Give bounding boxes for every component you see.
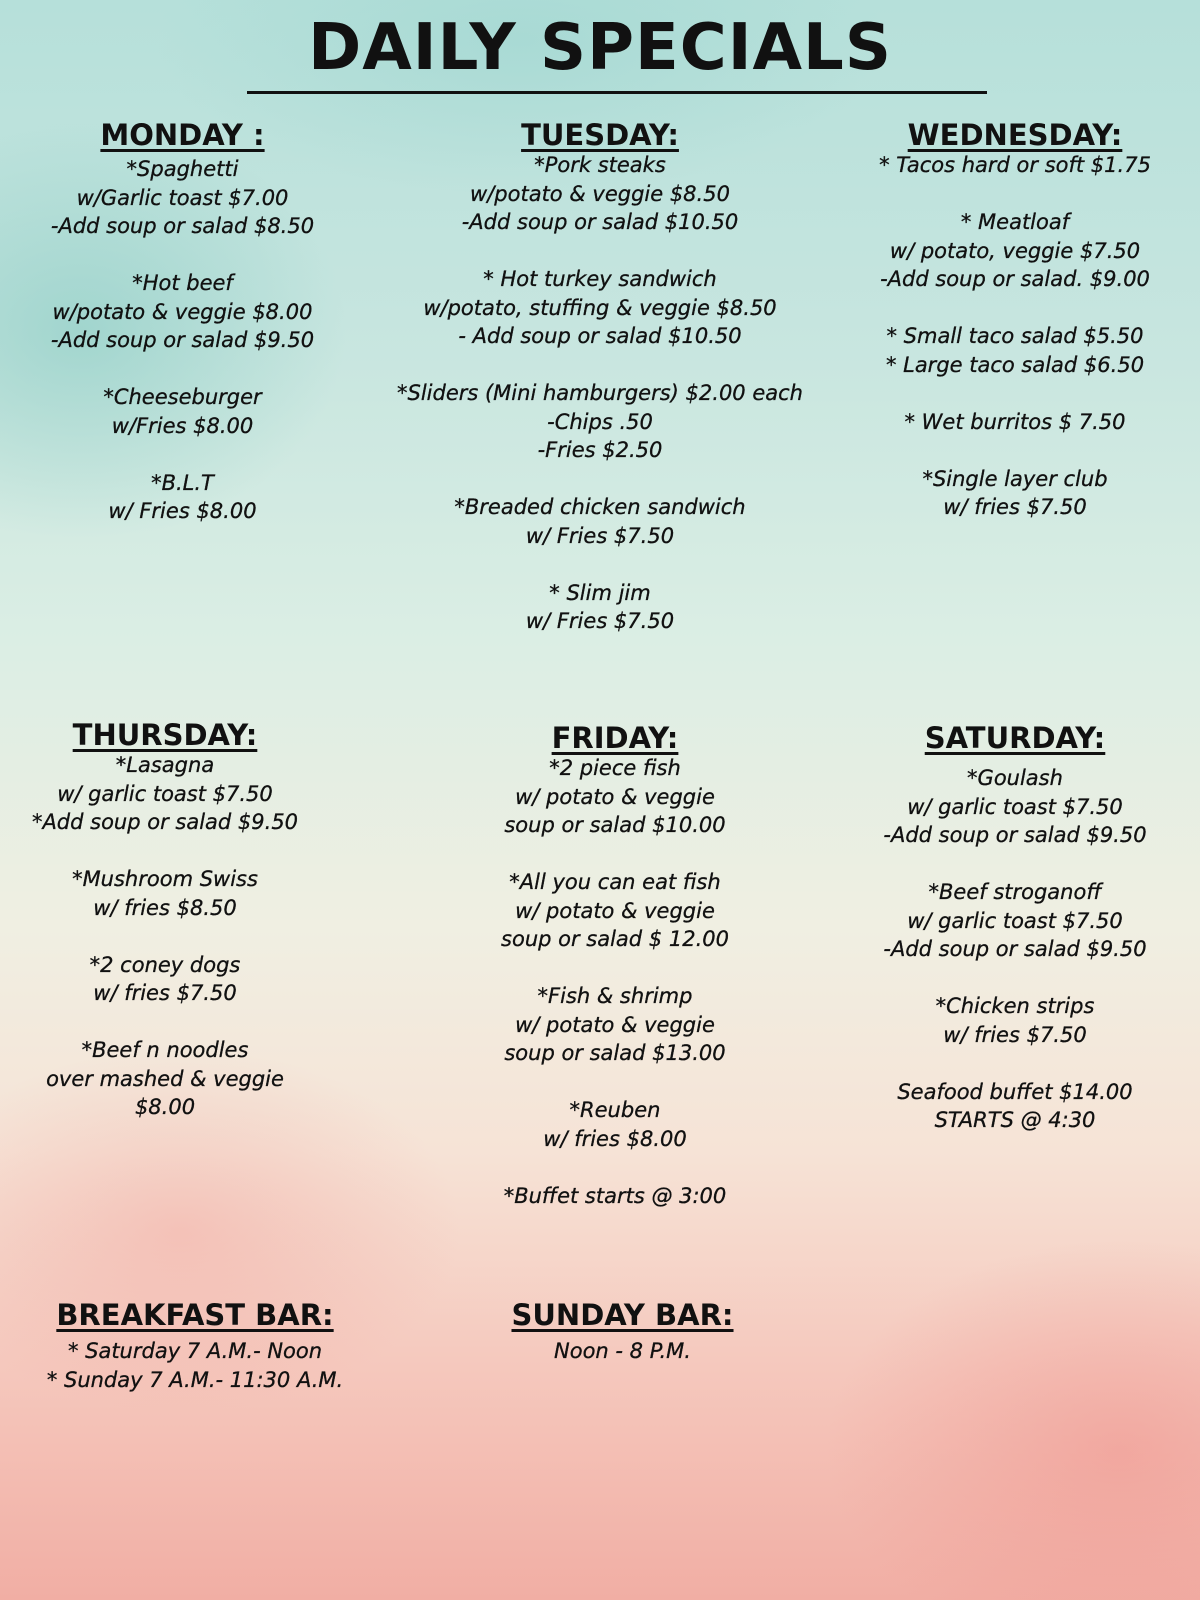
menu-item-line: w/ garlic toast $7.50 [907,908,1123,933]
menu-item-line: soup or salad $10.00 [504,813,726,837]
menu-item-line: *Chicken strips [935,994,1095,1018]
menu-item [355,493,845,550]
day-saturday [840,718,1190,1163]
sunday-bar [465,1295,780,1394]
menu-item-line: w/ potato & veggie [515,1012,715,1037]
menu-item [10,269,355,355]
menu-item-line: soup or salad $13.00 [504,1041,726,1065]
menu-item [840,992,1190,1049]
menu-item-line: * Saturday 7 A.M.- Noon [67,1339,323,1363]
day-tuesday [355,115,845,664]
menu-item-line: -Add soup or salad $9.50 [883,937,1147,961]
day-heading: MONDAY : [100,118,265,152]
menu-items [10,155,355,526]
day-heading: FRIDAY: [551,721,679,755]
menu-item-line: * Sunday 7 A.M.- 11:30 A.M. [46,1367,344,1392]
menu-item-line: soup or salad $ 12.00 [501,927,729,951]
menu-item [450,982,780,1068]
menu-item [450,754,780,840]
menu-item [840,764,1190,850]
menu-item-line: *Fish & shrimp [537,984,693,1008]
menu-item-line: -Add soup or salad. $9.00 [880,267,1150,291]
menu-item [840,1078,1190,1135]
menu-item-line: w/ Fries $8.00 [108,499,257,523]
menu-item-line: $8.00 [134,1095,196,1119]
menu-items [0,751,330,1122]
menu-item [355,265,845,351]
menu-item-line: w/ garlic toast $7.50 [57,781,273,806]
menu-item-line: w/Fries $8.00 [111,413,254,438]
menu-item [840,408,1190,437]
menu-item-line: * Hot turkey sandwich [483,267,717,291]
day-heading: TUESDAY: [521,118,679,152]
menu-item [450,868,780,954]
menu-item-line: -Add soup or salad $9.50 [883,823,1147,847]
menu-item-line: *Spaghetti [126,157,239,181]
menu-item-line: -Add soup or salad $8.50 [50,214,315,238]
menu-item-line: * Meatloaf [960,210,1070,234]
menu-item-line: -Add soup or salad $10.50 [461,210,739,234]
menu-item [355,579,845,636]
menu-items [355,151,845,636]
menu-item-line: * Slim jim [549,580,651,605]
menu-item-line: *Sliders (Mini hamburgers) $2.00 each [396,381,803,405]
menu-item [0,1036,330,1122]
menu-item-line: w/ potato, veggie $7.50 [889,238,1141,263]
day-wednesday [840,115,1190,550]
menu-item-line: *2 coney dogs [89,952,241,977]
menu-item-line: *Beef n noodles [81,1038,249,1062]
menu-item-line: *Reuben [569,1098,661,1122]
menu-item-line: *B.L.T [151,470,214,495]
menu-item [0,951,330,1008]
bar-hours [465,1337,780,1366]
menu-item-line: * Wet burritos $ 7.50 [904,409,1126,434]
menu-item-line: *Breaded chicken sandwich [454,495,746,519]
menu-item [840,208,1190,294]
menu-item [840,322,1190,379]
menu-items [840,764,1190,1135]
menu-item [355,151,845,237]
menu-item [840,151,1190,180]
day-monday [10,115,355,554]
menu-item-line: -Add soup or salad $9.50 [50,328,315,352]
menu-item [450,1182,780,1211]
menu-item [465,1337,780,1366]
day-heading: THURSDAY: [72,718,258,752]
menu-item-line: *Pork steaks [534,153,666,177]
menu-item-line: *All you can eat fish [509,870,721,894]
menu-item-line: w/potato, stuffing & veggie $8.50 [423,295,777,320]
menu-item-line: *Goulash [967,766,1063,790]
menu-item-line: w/ fries $8.00 [543,1126,687,1151]
bar-heading: SUNDAY BAR: [511,1298,734,1332]
menu-item-line: *Beef stroganoff [928,880,1102,904]
menu-item-line: *Cheeseburger [103,385,262,409]
menu-items [840,151,1190,522]
menu-item-line: w/ fries $7.50 [943,1022,1087,1047]
menu-item-line: w/ garlic toast $7.50 [907,794,1123,819]
page-title: DAILY SPECIALS [308,11,892,85]
menu-item-line: *Mushroom Swiss [72,867,258,891]
menu-item-line: Seafood buffet $14.00 [897,1079,1133,1104]
menu-item-line: * Small taco salad $5.50 [886,324,1144,348]
menu-item-line: w/ fries $7.50 [93,981,237,1005]
menu-item-line: Noon - 8 P.M. [554,1339,691,1363]
menu-item-line: * Large taco salad $6.50 [885,352,1145,377]
menu-item-line: *Buffet starts @ 3:00 [503,1183,727,1208]
menu-item-line: w/ potato & veggie [515,898,715,923]
menu-item-line: *Single layer club [922,466,1108,491]
menu-item [10,155,355,241]
breakfast-bar [10,1295,380,1423]
menu-items [450,754,780,1210]
menu-item-line: -Chips .50 [547,409,653,434]
menu-item [10,469,355,526]
menu-item [0,751,330,837]
menu-item [0,865,330,922]
day-thursday [0,715,330,1150]
menu-item [450,1096,780,1153]
menu-item-line: w/ Fries $7.50 [525,609,675,633]
menu-item-line: w/potato & veggie $8.00 [52,299,313,324]
menu-item-line: w/ fries $8.50 [93,895,237,920]
menu-item [840,465,1190,522]
day-heading: WEDNESDAY: [907,118,1123,152]
menu-item-line: - Add soup or salad $10.50 [458,324,742,348]
title-underline [247,91,987,94]
menu-item-line: over mashed & veggie [46,1066,284,1091]
bar-heading: BREAKFAST BAR: [56,1298,334,1332]
bar-hours [10,1337,380,1394]
menu-item-line: w/ Fries $7.50 [525,523,675,548]
menu-item-line: w/ potato & veggie [515,784,715,809]
menu-item-line: w/potato & veggie $8.50 [470,181,730,206]
menu-item-line: -Fries $2.50 [537,438,663,462]
day-heading: SATURDAY: [924,721,1106,755]
menu-item-line: *Add soup or salad $9.50 [31,810,299,834]
menu-item-line: w/Garlic toast $7.00 [76,185,289,210]
menu-item [840,878,1190,964]
menu-item-line: *Lasagna [115,753,215,777]
menu-item-line: *2 piece fish [549,756,681,780]
menu-item-line: STARTS @ 4:30 [934,1108,1096,1132]
menu-item [355,379,845,465]
menu-item [10,383,355,440]
menu-item-line: * Tacos hard or soft $1.75 [879,153,1151,177]
menu-item [10,1337,380,1394]
menu-item-line: *Hot beef [132,271,233,295]
day-friday [450,718,780,1239]
menu-item-line: w/ fries $7.50 [943,495,1087,519]
